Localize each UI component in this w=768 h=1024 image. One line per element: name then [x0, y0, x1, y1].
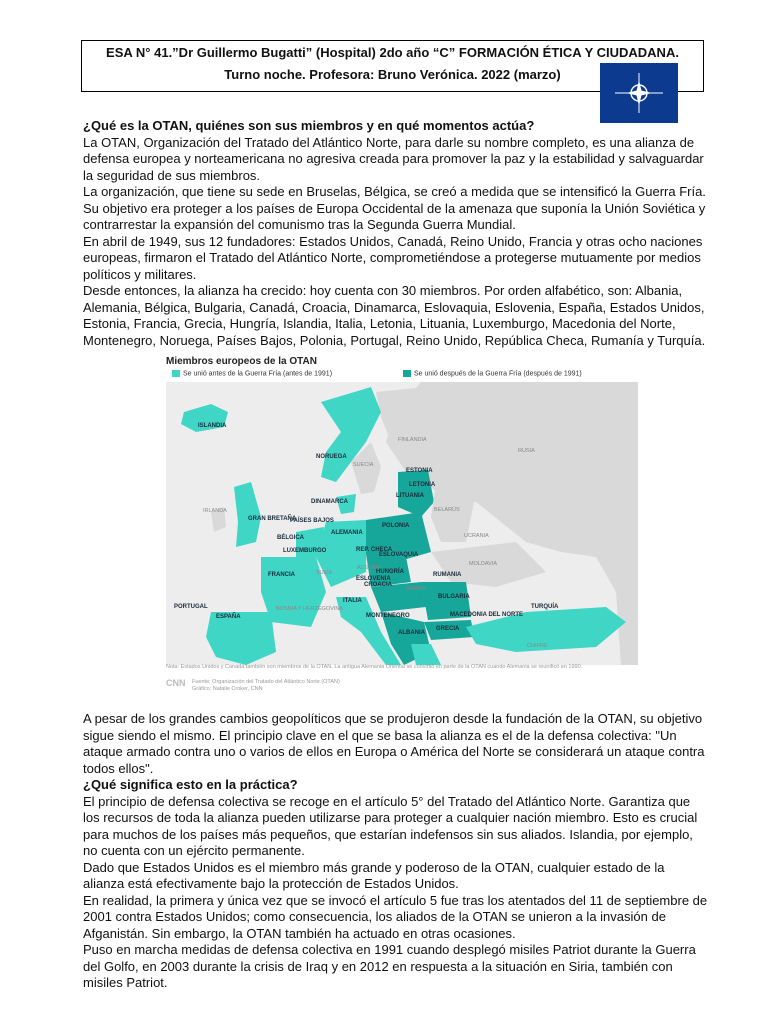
map-label: ISLANDIA	[198, 423, 227, 429]
map-label: MONTENEGRO	[366, 613, 410, 619]
europe-map	[166, 382, 638, 665]
map-label: RUSIA	[518, 448, 535, 454]
cnn-logo: CNN	[166, 678, 186, 688]
intro-section	[83, 118, 708, 349]
legend-swatch-after	[403, 370, 411, 377]
legend-after	[403, 370, 582, 377]
map-label: PAÍSES BAJOS	[290, 518, 334, 524]
map-source-line: Fuente: Organización del Tratado del Atlántico Norte (OTAN)	[192, 679, 340, 685]
nato-flag-icon	[600, 63, 678, 123]
paragraph: Desde entonces, la alianza ha crecido: hoy cuenta con 30 miembros. Por orden alfabético, son: Albania, Alemania, Bélgica, Bulgaria, Canadá, Croacia, Dinamarca, Eslovaquia, Eslovenia, España, Estados Unidos, Estonia, Francia, Grecia, Hungría, Islandia, Italia, Letonia, Lituania, Luxemburgo, Macedonia del Norte, Montenegro, Noruega, Países Bajos, Polonia, Portugal, Reino Unido, República Checa, Rumanía y Turquía.	[83, 283, 706, 348]
map-label: BÉLGICA	[277, 535, 304, 541]
map-label: LUXEMBURGO	[283, 548, 327, 554]
section-question: ¿Qué significa esto en la práctica?	[83, 777, 298, 792]
paragraph: La OTAN, Organización del Tratado del Atlántico Norte, para darle su nombre completo, es una alianza de defensa europea y norteamericana no agresiva creada para promover la paz y la estabilidad y salvaguardar la seguridad de sus miembros.	[83, 134, 704, 183]
map-label: LITUANIA	[396, 493, 424, 499]
map-source	[192, 679, 340, 692]
map-label: MACEDONIA DEL NORTE	[450, 612, 524, 618]
map-label: ESTONIA	[406, 468, 433, 474]
map-label: PORTUGAL	[174, 604, 208, 610]
map-label: FRANCIA	[268, 572, 295, 578]
map-note: Nota: Estados Unidos y Canadá también son miembros de la OTAN. La antigua Alemania Oriental se convirtió en parte de la OTAN cuando Alemania se reunificó en 1990.	[166, 664, 583, 670]
map-label: SUECIA	[353, 462, 374, 468]
map-label: GRAN BRETAÑA	[248, 516, 297, 522]
map-label: RUMANIA	[433, 572, 462, 578]
map-label: ITALIA	[343, 598, 362, 604]
map-label: DINAMARCA	[311, 499, 348, 505]
paragraph: En abril de 1949, sus 12 fundadores: Estados Unidos, Canadá, Reino Unido, Francia y otras ocho naciones europeas, firmaron el Tratado del Atlántico Norte, comprometiéndose a protegerse mutuamente por medios políticos y militares.	[83, 233, 703, 282]
map-label: MOLDAVIA	[469, 561, 498, 567]
legend-after-label: Se unió después de la Guerra Fría (después de 1991)	[414, 370, 582, 378]
map-label: REP. CHECA	[356, 547, 393, 553]
map-label: CHIPRE	[527, 643, 548, 649]
map-label: SERBIA	[406, 586, 427, 592]
paragraph: Dado que Estados Unidos es el miembro más grande y poderoso de la OTAN, cualquier estado de la alianza está efectivamente bajo la protección de Estados Unidos.	[83, 859, 665, 891]
nato-map-figure	[166, 355, 638, 691]
map-label: BULGARIA	[438, 594, 470, 600]
map-label: AUSTRIA	[357, 565, 381, 571]
map-label: NORUEGA	[316, 454, 347, 460]
map-label: POLONIA	[382, 523, 410, 529]
map-label: ESPAÑA	[216, 614, 241, 620]
map-credit-line: Gráfico: Natalie Croker, CNN	[192, 685, 263, 692]
legend-before-label: Se unió antes de la Guerra Fría (antes de 1991)	[183, 370, 333, 378]
map-label: HUNGRÍA	[376, 569, 404, 575]
map-title: Miembros europeos de la OTAN	[166, 356, 317, 367]
paragraph: Puso en marcha medidas de defensa colectiva en 1991 cuando desplegó misiles Patriot durante la Guerra del Golfo, en 2003 durante la crisis de Iraq y en 2012 en respuesta a la situación en Siria, también con misiles Patriot.	[83, 942, 696, 990]
legend-swatch-before	[172, 370, 180, 377]
paragraph: El principio de defensa colectiva se recoge en el artículo 5° del Tratado del Atlántico Norte. Garantiza que los recursos de toda la alianza pueden utilizarse para proteger a cualquier nación miembro. Esto es crucial para muchos de los países más pequeños, que estarían indefensos sin sus aliados. Islandia, por ejemplo, no cuenta con un ejército permanente.	[83, 793, 698, 858]
map-label: ALEMANIA	[331, 530, 363, 536]
header-school-line: ESA N° 41.”Dr Guillermo Bugatti” (Hospital) 2do año “C” FORMACIÓN ÉTICA Y CIUDADANA.	[106, 45, 679, 60]
legend-before	[172, 370, 332, 377]
map-label: ESLOVENIA	[356, 576, 391, 582]
map-label: TURQUÍA	[531, 604, 559, 610]
section-question: ¿Qué es la OTAN, quiénes son sus miembros y en qué momentos actúa?	[83, 118, 535, 133]
paragraph: En realidad, la primera y única vez que se invocó el artículo 5 fue tras los atentados del 11 de septiembre de 2001 contra Estados Unidos; como consecuencia, los aliados de la OTAN se unieron a la invasión de Afganistán. Sin embargo, la OTAN también ha actuado en otras ocasiones.	[83, 892, 708, 941]
map-label: ESLOVAQUIA	[379, 552, 419, 558]
header-teacher-line: Turno noche. Profesora: Bruno Verónica. 2022 (marzo)	[224, 67, 561, 82]
map-label: SUIZA	[316, 570, 333, 576]
map-label: GRECIA	[436, 626, 460, 632]
map-label: UCRANIA	[464, 533, 489, 539]
map-label: ALBANIA	[398, 630, 425, 636]
map-label: LETONIA	[409, 482, 436, 488]
paragraph: La organización, que tiene su sede en Bruselas, Bélgica, se creó a medida que se intensificó la Guerra Fría. Su objetivo era proteger a los países de Europa Occidental de la amenaza que suponía la Unión Soviética y contrarrestar la expansión del comunismo tras la Segunda Guerra Mundial.	[83, 184, 706, 232]
paragraph: A pesar de los grandes cambios geopolíticos que se produjeron desde la fundación de la OTAN, su objetivo sigue siendo el mismo. El principio clave en el que se basa la alianza es el de la defensa colectiva: "Un ataque armado contra uno o varios de ellos en Europa o América del Norte se considerará un ataque contra todos ellos".	[83, 711, 705, 776]
map-label: BOSNIA Y HERZEGOVINA	[276, 606, 344, 612]
map-label: BELARÚS	[434, 507, 460, 513]
practice-section	[83, 711, 708, 992]
map-label: FINLANDIA	[398, 437, 427, 443]
map-label: IRLANDA	[203, 508, 227, 514]
map-label: CROACIA	[364, 582, 392, 588]
